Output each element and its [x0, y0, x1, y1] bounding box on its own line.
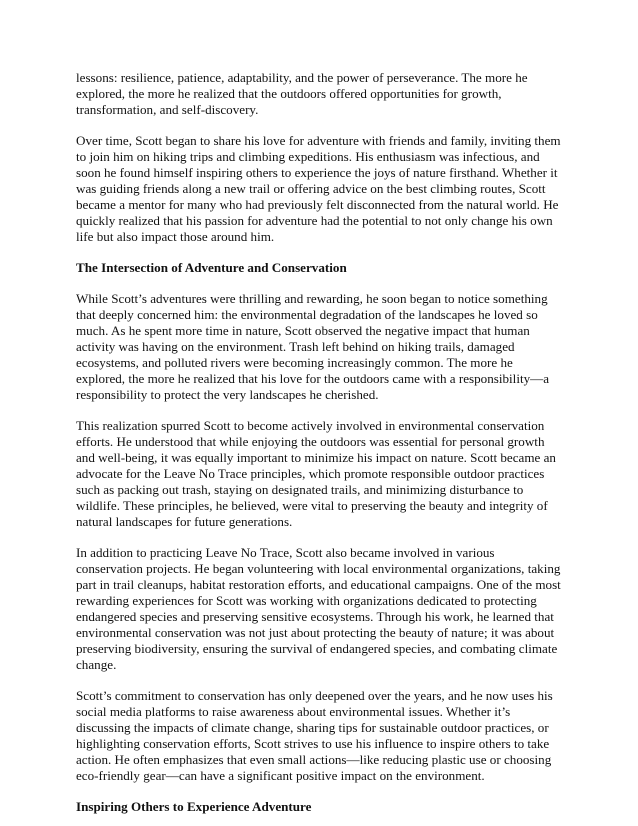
section-heading-adventure-conservation: The Intersection of Adventure and Conservation — [76, 260, 347, 275]
paragraph-conservation-projects: In addition to practicing Leave No Trace, Scott also became involved in various conservation projects. He began volunteering with local environmental organizations, taking part in trail cleanups, habitat restoration efforts, and educational campaigns. One of the most rewarding experiences for Scott was working with organizations dedicated to protecting endangered species and preserving sensitive ecosystems. Through his work, he learned that environmental conservation was not just about protecting the beauty of nature; it was about preserving biodiversity, ensuring the survival of endangered species, and combating climate change. — [76, 545, 561, 672]
paragraph-lessons: lessons: resilience, patience, adaptability, and the power of perseverance. The more he explored, the more he realized that the outdoors offered opportunities for growth, transformation, and self-discovery. — [76, 70, 528, 117]
section-heading-inspiring-others: Inspiring Others to Experience Adventure — [76, 799, 312, 814]
paragraph-sharing-adventure: Over time, Scott began to share his love for adventure with friends and family, inviting them to join him on hiking trips and climbing expeditions. His enthusiasm was infectious, and soon he found himself inspiring others to experience the joys of nature firsthand. Whether it was guiding friends along a new trail or offering advice on the best climbing routes, Scott became a mentor for many who had previously felt disconnected from the natural world. He quickly realized that his passion for adventure had the potential to not only change his own life but also impact those around him. — [76, 133, 561, 244]
paragraph-social-media-awareness: Scott’s commitment to conservation has only deepened over the years, and he now uses his social media platforms to raise awareness about environmental issues. Whether it’s discussing the impacts of climate change, sharing tips for sustainable outdoor practices, or highlighting conservation efforts, Scott strives to use his influence to inspire others to take action. He often emphasizes that even small actions—like reducing plastic use or choosing eco-friendly gear—can have a significant positive impact on the environment. — [76, 688, 553, 783]
paragraph-environmental-degradation: While Scott’s adventures were thrilling and rewarding, he soon began to notice something that deeply concerned him: the environmental degradation of the landscapes he loved so much. As he spent more time in nature, Scott observed the negative impact that human activity was having on the environment. Trash left behind on hiking trails, damaged ecosystems, and polluted rivers were becoming increasingly common. The more he explored, the more he realized that his love for the outdoors came with a responsibility—a responsibility to protect the very landscapes he cherished. — [76, 291, 550, 402]
paragraph-leave-no-trace: This realization spurred Scott to become actively involved in environmental conservation efforts. He understood that while enjoying the outdoors was essential for personal growth and well-being, it was equally important to minimize his impact on nature. Scott became an advocate for the Leave No Trace principles, which promote responsible outdoor practices such as packing out trash, staying on designated trails, and minimizing disturbance to wildlife. These principles, he believed, were vital to preserving the beauty and integrity of natural landscapes for future generations. — [76, 418, 556, 529]
